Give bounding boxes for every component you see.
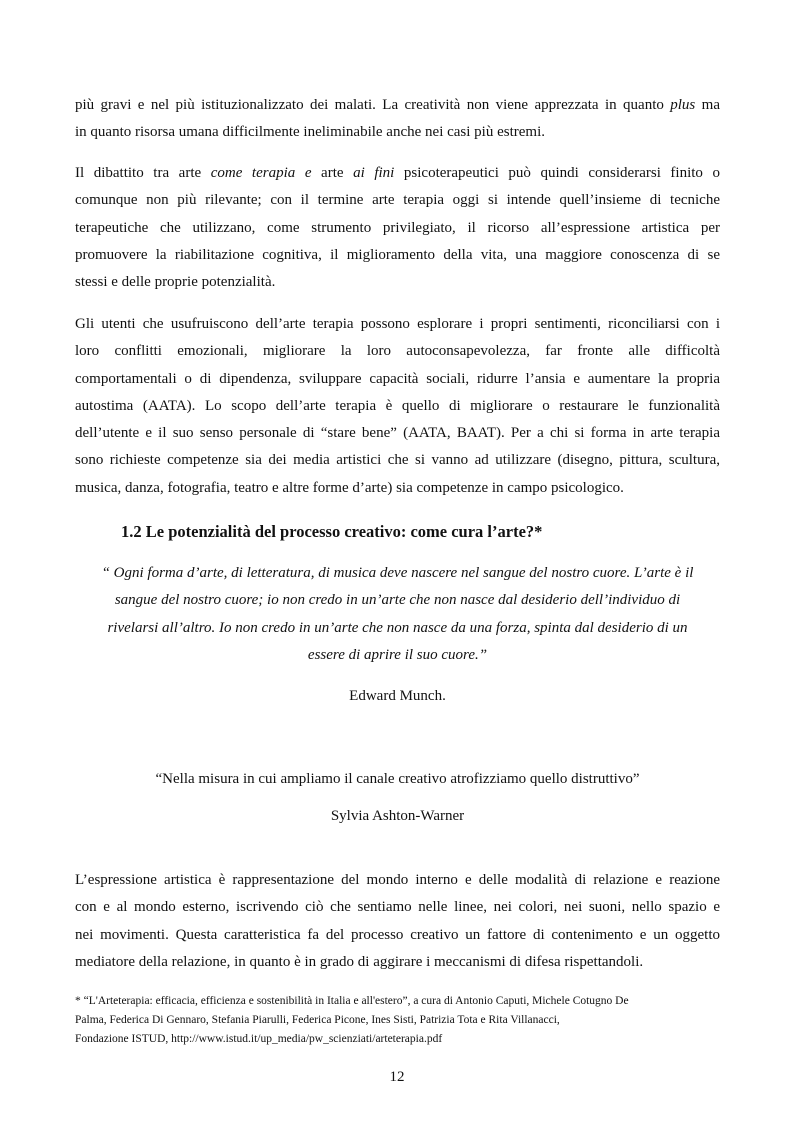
paragraph-1 [75, 92, 720, 147]
paragraph-4 [75, 867, 720, 976]
section-heading: 1.2 Le potenzialità del processo creativo: come cura l’arte?* [121, 522, 543, 541]
paragraph-line: in quanto risorsa umana difficilmente ineliminabile anche nei casi più estremi. [75, 124, 545, 141]
footnote-line: * “L'Arteterapia: efficacia, efficienza e sostenibilità in Italia e all'estero”, a cura di Antonio Caputi, Michele Cotugno De [75, 995, 629, 1007]
paragraph-2 [75, 160, 720, 296]
paragraph-line: comportamentali o di dipendenza, sviluppare capacità sociali, ridurre l’ansia e aumentare la propria [75, 370, 720, 387]
italic-term: come terapia e [210, 165, 312, 181]
quote-line: essere di aprire il suo cuore.” [307, 646, 488, 663]
paragraph-line: terapeutiche che utilizzano, come strumento privilegiato, il ricorso all’espressione artistica per [75, 219, 720, 236]
quote-author-ashton-warner: Sylvia Ashton-Warner [330, 808, 465, 824]
footnote-line: Fondazione ISTUD, http://www.istud.it/up_media/pw_scienziati/arteterapia.pdf [75, 1033, 443, 1045]
paragraph-line: Gli utenti che usufruiscono dell’arte terapia possono esplorare i propri sentimenti, riconciliarsi con i [75, 316, 720, 332]
italic-term: plus [670, 97, 696, 113]
footnote [75, 992, 725, 1049]
quote-line: rivelarsi all’altro. Io non credo in un’arte che non nasce da una forza, spinta dal desiderio di un [107, 619, 688, 636]
paragraph-3 [75, 311, 720, 502]
italic-term: ai fini [353, 165, 395, 181]
paragraph-line: più gravi e nel più istituzionalizzato dei malati. La creatività non viene apprezzata in quanto plus ma [75, 97, 720, 113]
paragraph-line: con e al mondo esterno, iscrivendo ciò che sentiamo nelle linee, nei colori, nei suoni, nello spazio e [75, 899, 720, 916]
quote-line: sangue del nostro cuore; io non credo in un’arte che non nasce dal desiderio dell’individuo di [114, 592, 681, 609]
paragraph-line: autostima (AATA). Lo scopo dell’arte terapia è quello di migliorare o restaurare le funzionalità [75, 397, 720, 414]
paragraph-line: promuovere la riabilitazione cognitiva, il miglioramento della vita, una maggiore conoscenza di se [75, 246, 720, 263]
quote-munch [75, 560, 720, 669]
paragraph-line: Il dibattito tra arte come terapia e arte ai fini psicoterapeutici può quindi considerarsi finito o [75, 165, 720, 181]
paragraph-line: musica, danza, fotografia, teatro e altre forme d’arte) sia competenze in campo psicologico. [75, 479, 624, 496]
paragraph-line: sono richieste competenze sia dei media artistici che si vanno ad utilizzare (disegno, pittura, scultura, [75, 452, 720, 469]
quote-ashton-warner: “Nella misura in cui ampliamo il canale creativo atrofizziamo quello distruttivo” [155, 771, 640, 787]
paragraph-line: L’espressione artistica è rappresentazione del mondo interno e delle modalità di relazione e reazione [75, 872, 720, 888]
footnote-line: Palma, Federica Di Gennaro, Stefania Piarulli, Federica Picone, Ines Sisti, Patrizia Tota e Rita Villanacci, [75, 1014, 560, 1026]
paragraph-line: dell’utente e il suo senso personale di “stare bene” (AATA, BAAT). Per a chi si forma in arte terapia [75, 425, 720, 442]
paragraph-line: nei movimenti. Questa caratteristica fa del processo creativo un fattore di contenimento e un oggetto [75, 926, 720, 943]
quote-line: “ Ogni forma d’arte, di letteratura, di musica deve nascere nel sangue del nostro cuore. L’arte è il [101, 565, 694, 581]
quote-author-munch: Edward Munch. [349, 688, 446, 704]
paragraph-line: comunque non più rilevante; con il termine arte terapia oggi si intende quell’insieme di tecniche [75, 192, 720, 209]
paragraph-line: loro conflitti emozionali, migliorare la loro autoconsapevolezza, far fronte alle difficoltà [75, 343, 720, 360]
paragraph-line: stessi e delle proprie potenzialità. [75, 274, 276, 291]
page-number: 12 [389, 1069, 405, 1085]
paragraph-line: mediatore della relazione, in quanto è in grado di aggirare i meccanismi di difesa rispettandoli. [75, 953, 644, 970]
